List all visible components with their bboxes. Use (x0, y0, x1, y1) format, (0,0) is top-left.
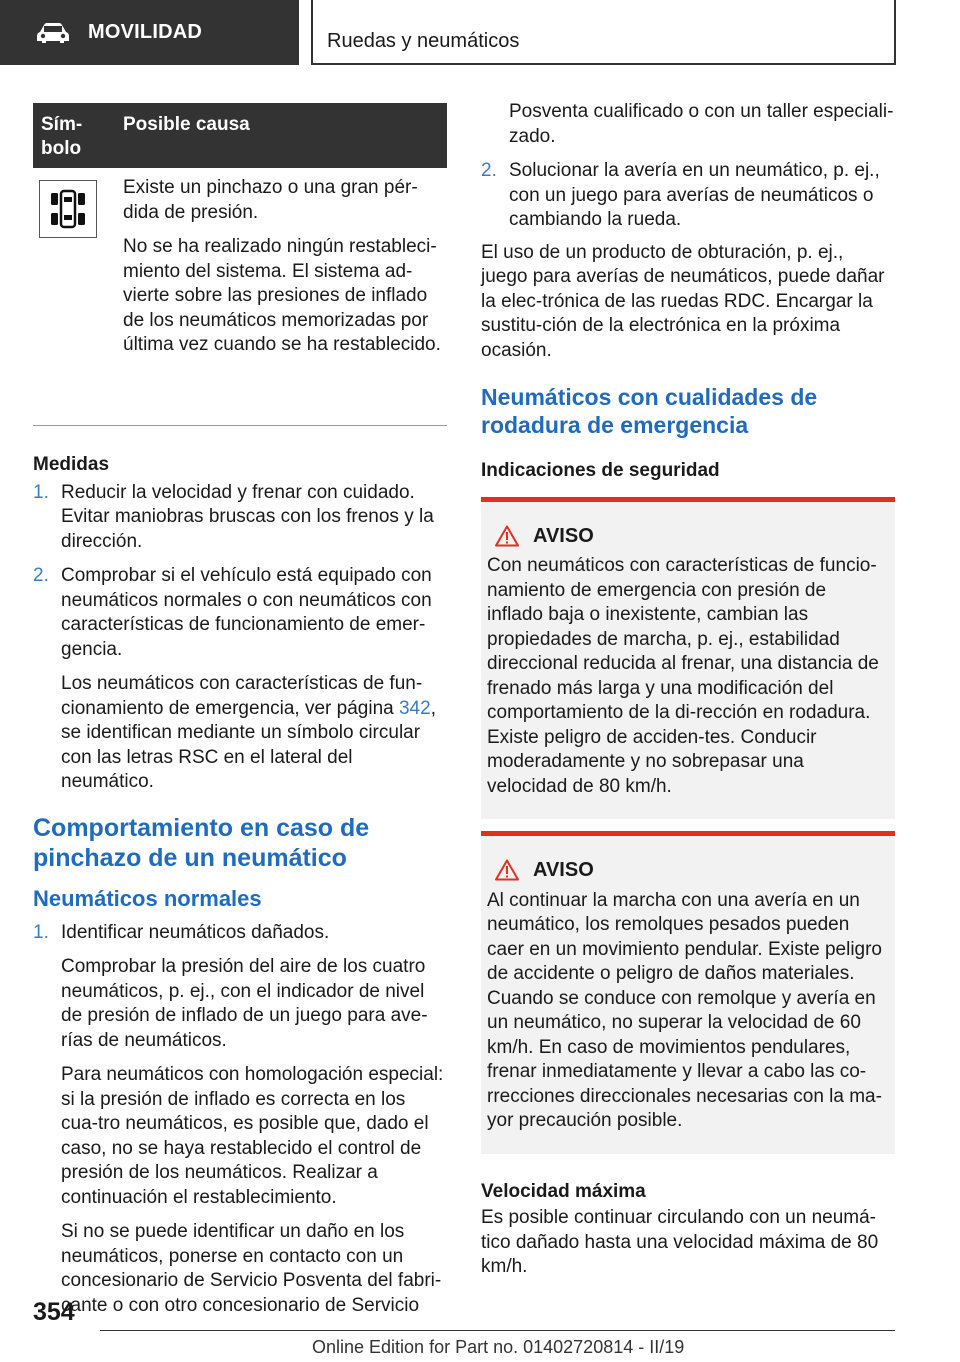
col-cause-header: Posible causa (123, 114, 250, 135)
warning-title: AVISO (533, 859, 594, 881)
footer-divider (100, 1330, 895, 1331)
car-icon (36, 22, 70, 44)
step-note: Posventa cualificado o con un taller especiali-zado. (509, 101, 894, 147)
warning-text: Al continuar la marcha con una avería en un neumático, los remolques pesados pueden caer en un movimiento pendular. Existe peligro de accidente o peligro de daños materiales. Cuando se conduce con remolque y avería en un neumático, no superar la velocidad de 60 km/h. En caso de movimientos pendulares, frenar inmediatamente y llevar a cabo las co-rrecciones direccionales necesarias con la ma-yor precaución posible. (487, 889, 883, 1131)
list-item (481, 159, 895, 233)
page-link[interactable]: 342 (398, 697, 431, 719)
list-item (33, 921, 447, 1319)
step-text: Solucionar la avería en un neumático, p. ej., con un juego para averías de neumáticos o cambiando la rueda. (509, 160, 880, 230)
warning-box (481, 831, 895, 1154)
table-row (33, 168, 447, 426)
warning-icon (495, 859, 519, 881)
edition-text: Online Edition for Part no. 01402720814 - II/19 (312, 1337, 685, 1357)
cause-text-2: No se ha realizado ningún restableci-miento del sistema. El sistema ad-vierte sobre las presiones de inflado de los neumáticos memorizadas por última vez cuando se ha restablecido. (123, 236, 441, 355)
step-text: Reducir la velocidad y frenar con cuidado. Evitar maniobras bruscas con los frenos y la dirección. (61, 481, 434, 552)
step-number: 2. (481, 160, 497, 181)
warning-title: AVISO (533, 524, 594, 547)
chapter-title: Ruedas y neumáticos (327, 30, 520, 52)
section-label: MOVILIDAD (88, 21, 203, 44)
warning-text: Con neumáticos con características de funcio-namiento de emergencia con presión de inflado baja o inexistente, cambian las propiedades de marcha, p. ej., estabilidad direccional reducida al frenar, una distancia de frenado más larga y una modificación del comportamiento de la di-rección en rodadura. Existe peligro de acciden-tes. Conducir moderadamente y no sobrepasar una velocidad de 80 km/h. (487, 555, 879, 797)
list-item (481, 100, 895, 149)
measures-heading: Medidas (33, 454, 110, 475)
max-speed-text: Es posible continuar circulando con un neumá-tico dañado hasta una velocidad máxima de 80 km/h. (481, 1207, 879, 1277)
measures-list (33, 481, 447, 795)
step-number: 2. (33, 565, 49, 586)
max-speed-heading: Velocidad máxima (481, 1180, 646, 1202)
tire-pressure-warning-icon (39, 180, 97, 238)
cause-text-1: Existe un pinchazo o una gran pér-dida de presión. (123, 177, 418, 223)
step-note: Comprobar la presión del aire de los cuatro neumáticos, p. ej., con el indicador de nivel de presión de inflado de un juego para ave-rías de neumáticos. (61, 956, 428, 1051)
table-header (33, 103, 447, 168)
step-number: 1. (33, 481, 49, 503)
step-text: Identificar neumáticos dañados. (61, 921, 330, 943)
step-note: Los neumáticos con características de fun-cionamiento de emergencia, ver página 342, se identifican mediante un símbolo circular con las letras RSC en el lateral del neumático. (61, 673, 436, 792)
puncture-heading: Comportamiento en caso de pinchazo de un neumático (33, 813, 370, 872)
chapter-header (311, 0, 896, 65)
right-column (481, 100, 895, 1280)
normal-tires-heading: Neumáticos normales (33, 885, 262, 911)
list-item (33, 481, 447, 555)
list-item (33, 564, 447, 795)
safety-heading: Indicaciones de seguridad (481, 460, 720, 481)
step-text: Comprobar si el vehículo está equipado con neumáticos normales o con neumáticos con características de funcionamiento de emer-gencia. (61, 565, 432, 660)
puncture-list-cont (481, 100, 895, 233)
page-number: 354 (33, 1298, 75, 1326)
puncture-list (33, 921, 447, 1319)
step-number: 1. (33, 921, 49, 943)
warning-box (481, 497, 895, 820)
left-column (33, 103, 447, 1328)
rdc-paragraph: El uso de un producto de obturación, p. ej., juego para averías de neumáticos, puede dañar la elec-trónica de las ruedas RDC. Encargar la sustitu-ción de la electrónica en la próxima ocasión. (481, 241, 885, 361)
step-note: Si no se puede identificar un daño en los neumáticos, ponerse en contacto con un concesionario de Servicio Posventa del fabri-cante o con otro concesionario de Servicio (61, 1221, 442, 1316)
warning-icon (495, 525, 519, 547)
col-symbol-header: Sím-bolo (41, 114, 83, 159)
step-note: Para neumáticos con homologación especial: si la presión de inflado es correcta en los cua-tro neumáticos, es posible que, dado el caso, no se haya restablecido el control de presión de los neumáticos. Realizar a continuación el restablecimiento. (61, 1064, 444, 1208)
rsc-heading: Neumáticos con cualidades de rodadura de emergencia (481, 384, 818, 438)
section-tab[interactable] (0, 0, 299, 65)
